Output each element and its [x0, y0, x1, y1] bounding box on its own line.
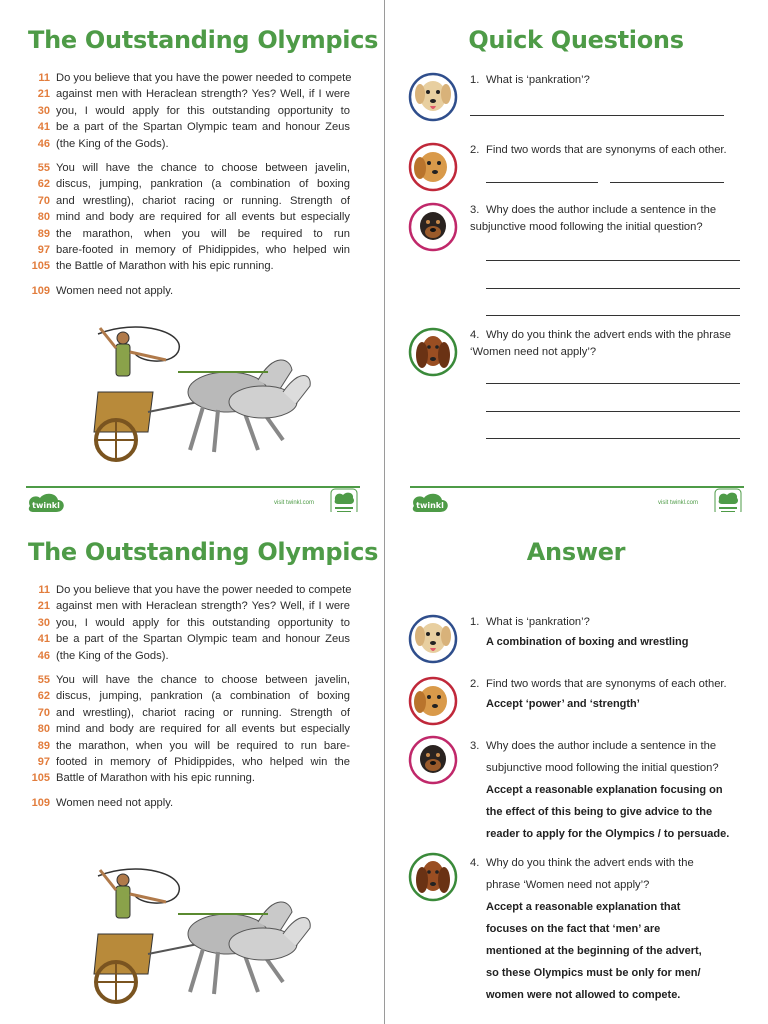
answer-line[interactable] — [486, 411, 740, 412]
answer-line-text: women were not allowed to compete. — [486, 989, 681, 1001]
passage-line: the marathon, when you will be required to run bare- — [56, 739, 350, 752]
passage-line: (the King of the Gods). — [56, 137, 169, 150]
passage-line: against men with Heraclean strength? Yes? Well, if I were — [56, 88, 350, 101]
passage-line: mind and body are required for all events but especially — [56, 211, 350, 224]
passage-line: be a part of the Spartan Olympic team and honour Zeus — [56, 121, 350, 134]
answer-line-text: mentioned at the beginning of the advert, — [486, 945, 702, 957]
questions-title: Quick Questions — [468, 26, 684, 54]
answer-line-text: Accept a reasonable explanation that — [486, 901, 681, 913]
line-number: 55 — [37, 673, 50, 686]
answer-line[interactable] — [486, 383, 740, 384]
question-number: 3. — [470, 204, 480, 216]
question-number: 1. — [470, 74, 480, 86]
line-number: 80 — [37, 211, 50, 224]
answer-text — [470, 779, 740, 845]
answer-line[interactable] — [610, 182, 724, 183]
reading-passage-card-copy — [0, 512, 384, 1024]
answer-line[interactable] — [486, 260, 740, 261]
line-number: 105 — [31, 772, 50, 785]
passage-line: bare-footed in memory of Phidippides, who helped win — [56, 243, 350, 256]
paragraph-2 — [22, 162, 362, 277]
paragraph-1 — [22, 72, 362, 154]
logo-text: twinkl — [416, 501, 444, 510]
answer-line-text: Accept a reasonable explanation focusing on — [486, 784, 723, 796]
line-number: 109 — [31, 284, 50, 297]
line-number: 30 — [37, 616, 50, 629]
passage-line: Do you believe that you have the power needed to compete — [56, 72, 352, 84]
visit-link[interactable]: visit twinkl.com — [274, 500, 315, 506]
passage-line: Women need not apply. — [56, 796, 174, 809]
line-number: 46 — [37, 649, 50, 662]
line-number: 70 — [37, 706, 50, 719]
answers-title: Answer — [526, 538, 626, 566]
passage-line: mind and body are required for all events but especially — [56, 723, 350, 736]
footer-divider — [410, 486, 744, 488]
answer-line-text: reader to apply for the Olympics / to persuade. — [486, 828, 730, 840]
bloodhound-dog-icon — [408, 852, 458, 902]
answer-line-text: Accept ‘power’ and ‘strength’ — [486, 698, 640, 710]
golden-retriever-dog-icon — [408, 676, 458, 726]
line-number: 55 — [37, 161, 50, 174]
quality-badge-icon — [714, 488, 742, 512]
line-number: 21 — [37, 88, 50, 101]
answer-line[interactable] — [470, 115, 724, 116]
quick-questions-card — [384, 0, 768, 512]
line-number: 41 — [37, 121, 50, 134]
line-number: 46 — [37, 137, 50, 150]
question-number: 2. — [470, 678, 480, 690]
passage-line: discus, jumping, pankration (a combination of boxing — [56, 690, 350, 703]
line-number: 89 — [37, 739, 50, 752]
twinkl-logo — [26, 492, 66, 512]
footer-divider — [26, 486, 360, 488]
question-text: What is ‘pankration’? — [486, 74, 590, 86]
line-number: 97 — [37, 755, 50, 768]
chariot-illustration — [78, 864, 318, 1014]
passage-line: and wrestling), chariot racing or running. Strength of — [56, 706, 350, 719]
answer-line-text: A combination of boxing and wrestling — [486, 636, 689, 648]
passage-line: Do you believe that you have the power needed to compete — [56, 584, 352, 596]
answer-line-text: so these Olympics must be only for men/ — [486, 967, 701, 979]
rottweiler-dog-icon — [408, 202, 458, 252]
chariot-illustration — [78, 322, 318, 472]
passage-line: You will have the chance to choose between javelin, — [56, 673, 350, 686]
rottweiler-dog-icon — [408, 735, 458, 785]
answer-line-text: the effect of this being to give advice to the — [486, 806, 713, 818]
line-number: 11 — [38, 584, 50, 596]
answer-line[interactable] — [486, 315, 740, 316]
line-number: 109 — [31, 796, 50, 809]
answer-line[interactable] — [486, 288, 740, 289]
question-text: phrase ‘Women need not apply’? — [486, 879, 650, 891]
paragraph-3 — [22, 797, 362, 813]
question-number: 4. — [470, 857, 480, 869]
line-number: 62 — [37, 690, 50, 703]
logo-text: twinkl — [32, 501, 60, 510]
passage-line: Battle of Marathon with his epic running. — [56, 772, 255, 785]
paragraph-3 — [22, 285, 362, 301]
paragraph-2 — [22, 674, 362, 789]
passage-line: you, I would apply for this outstanding opportunity to — [56, 104, 350, 117]
labrador-dog-icon — [408, 72, 458, 122]
question-text: Why do you think the advert ends with the — [486, 857, 694, 869]
passage-line: be a part of the Spartan Olympic team and honour Zeus — [56, 633, 350, 646]
line-number: 89 — [37, 227, 50, 240]
labrador-dog-icon — [408, 614, 458, 664]
passage-title: The Outstanding Olympics — [28, 538, 379, 566]
answer-text — [470, 896, 740, 1006]
question-text: Find two words that are synonyms of each other. — [486, 144, 727, 156]
question-number: 3. — [470, 740, 480, 752]
question-text: Why do you think the advert ends with the phrase ‘Women need not apply’? — [470, 329, 732, 358]
line-number: 30 — [37, 104, 50, 117]
question-text: What is ‘pankration’? — [486, 616, 590, 628]
question-text: Find two words that are synonyms of each other. — [486, 678, 727, 690]
passage-line: discus, jumping, pankration (a combination of boxing — [56, 178, 350, 191]
line-number: 41 — [37, 633, 50, 646]
question-number: 2. — [470, 144, 480, 156]
passage-line: the Battle of Marathon with his epic running. — [56, 260, 274, 273]
golden-retriever-dog-icon — [408, 142, 458, 192]
passage-line: (the King of the Gods). — [56, 649, 169, 662]
bloodhound-dog-icon — [408, 327, 458, 377]
quality-badge-icon — [330, 488, 358, 512]
passage-text — [22, 584, 362, 821]
passage-line: you, I would apply for this outstanding opportunity to — [56, 616, 350, 629]
answer-text — [470, 631, 740, 653]
question-text: Why does the author include a sentence in the subjunctive mood following the initial question? — [470, 204, 717, 233]
question-text: subjunctive mood following the initial question? — [486, 762, 719, 774]
answer-line[interactable] — [486, 438, 740, 439]
question-number: 4. — [470, 329, 480, 341]
passage-line: footed in memory of Phidippides, who helped win the — [56, 755, 350, 768]
passage-line: against men with Heraclean strength? Yes? Well, if I were — [56, 600, 350, 613]
line-number: 11 — [38, 72, 50, 84]
passage-line: and wrestling), chariot racing or running. Strength of — [56, 194, 350, 207]
answer-line[interactable] — [486, 182, 598, 183]
reading-passage-card — [0, 0, 384, 512]
paragraph-1 — [22, 584, 362, 666]
line-number: 62 — [37, 178, 50, 191]
line-number: 97 — [37, 243, 50, 256]
passage-title: The Outstanding Olympics — [28, 26, 379, 54]
twinkl-logo — [410, 492, 450, 512]
question-text: Why does the author include a sentence in the — [486, 740, 717, 752]
answer-text — [470, 693, 740, 715]
passage-text — [22, 72, 362, 309]
line-number: 21 — [37, 600, 50, 613]
passage-line: the marathon, when you will be required to run — [56, 227, 350, 240]
answer-line-text: focuses on the fact that ‘men’ are — [486, 923, 661, 935]
line-number: 80 — [37, 723, 50, 736]
visit-link[interactable]: visit twinkl.com — [658, 500, 699, 506]
passage-line: You will have the chance to choose between javelin, — [56, 161, 350, 174]
line-number: 105 — [31, 260, 50, 273]
passage-line: Women need not apply. — [56, 284, 174, 297]
question-number: 1. — [470, 616, 480, 628]
answers-card — [384, 512, 768, 1024]
line-number: 70 — [37, 194, 50, 207]
